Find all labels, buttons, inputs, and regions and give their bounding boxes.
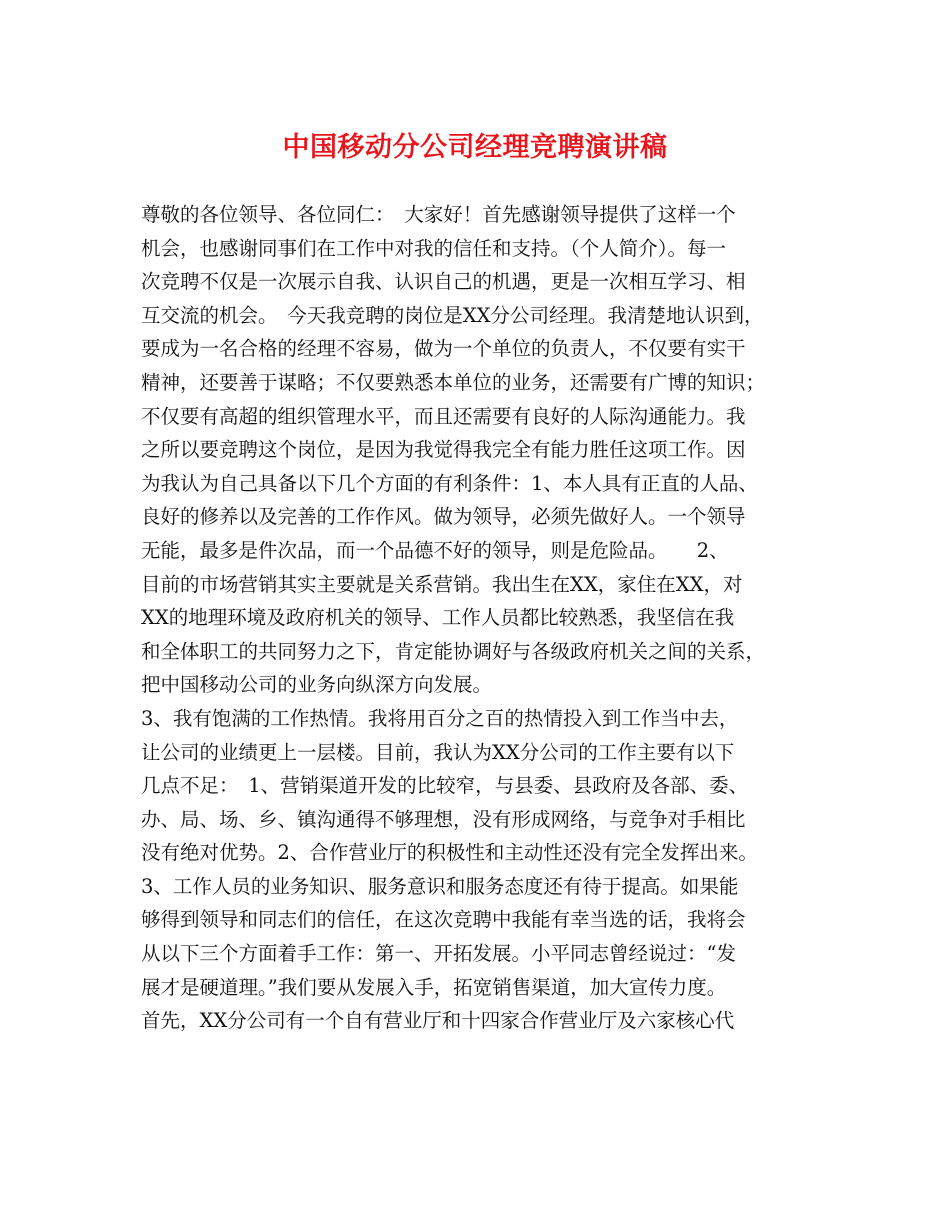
body-line: 把中国移动公司的业务向纵深方向发展。 — [141, 673, 493, 697]
body-line: 互交流的机会。 今天我竞聘的岗位是XX分公司经理。我清楚地认识到， — [141, 303, 764, 327]
body-line: 要成为一名合格的经理不容易，做为一个单位的负责人，不仅要有实干 — [141, 337, 746, 361]
body-line: 无能，最多是件次品，而一个品德不好的领导，则是危险品。 2、 — [141, 538, 729, 562]
body-line: XX的地理环境及政府机关的领导、工作人员都比较熟悉，我坚信在我 — [141, 606, 735, 630]
body-line: 3、工作人员的业务知识、服务意识和服务态度还有待于提高。如果能 — [141, 874, 739, 898]
body-line: 良好的修养以及完善的工作作风。做为领导，必须先做好人。一个领导 — [141, 505, 746, 529]
document-title: 中国移动分公司经理竞聘演讲稿 — [282, 132, 668, 163]
body-line: 尊敬的各位领导、各位同仁： 大家好！首先感谢领导提供了这样一个 — [141, 203, 736, 226]
body-line: 次竞聘不仅是一次展示自我、认识自己的机遇，更是一次相互学习、相 — [141, 270, 746, 294]
body-line: 从以下三个方面着手工作：第一、开拓发展。小平同志曾经说过：“发 — [141, 942, 736, 966]
body-line: 办、局、场、乡、镇沟通得不够理想，没有形成网络，与竞争对手相比 — [141, 807, 746, 831]
body-line: 不仅要有高超的组织管理水平，而且还需要有良好的人际沟通能力。我 — [141, 404, 746, 428]
body-line: 和全体职工的共同努力之下，肯定能协调好与各级政府机关之间的关系， — [141, 639, 766, 663]
body-line: 展才是硬道理。”我们要从发展入手，拓宽销售渠道，加大宣传力度。 — [141, 975, 727, 999]
body-line: 之所以要竞聘这个岗位，是因为我觉得我完全有能力胜任这项工作。因 — [141, 438, 746, 462]
body-line: 3、我有饱满的工作热情。我将用百分之百的热情投入到工作当中去， — [141, 706, 739, 730]
body-line: 让公司的业绩更上一层楼。目前，我认为XX分公司的工作主要有以下 — [141, 740, 735, 764]
body-line: 为我认为自己具备以下几个方面的有利条件：1、本人具有正直的人品、 — [141, 471, 758, 495]
body-line: 机会，也感谢同事们在工作中对我的信任和支持。（个人简介）。每一 — [141, 236, 727, 260]
body-line: 几点不足： 1、营销渠道开发的比较窄，与县委、县政府及各部、委、 — [141, 774, 749, 798]
body-line: 够得到领导和同志们的信任，在这次竞聘中我能有幸当选的话，我将会 — [141, 908, 746, 932]
document-body — [141, 198, 831, 1038]
body-line: 精神，还要善于谋略；不仅要熟悉本单位的业务，还需要有广博的知识； — [141, 370, 766, 394]
body-line: 没有绝对优势。2、合作营业厅的积极性和主动性还没有完全发挥出来。 — [141, 841, 758, 865]
body-line: 首先，XX分公司有一个自有营业厅和十四家合作营业厅及六家核心代 — [141, 1009, 735, 1033]
body-line: 目前的市场营销其实主要就是关系营销。我出生在XX，家住在XX，对 — [141, 572, 743, 596]
